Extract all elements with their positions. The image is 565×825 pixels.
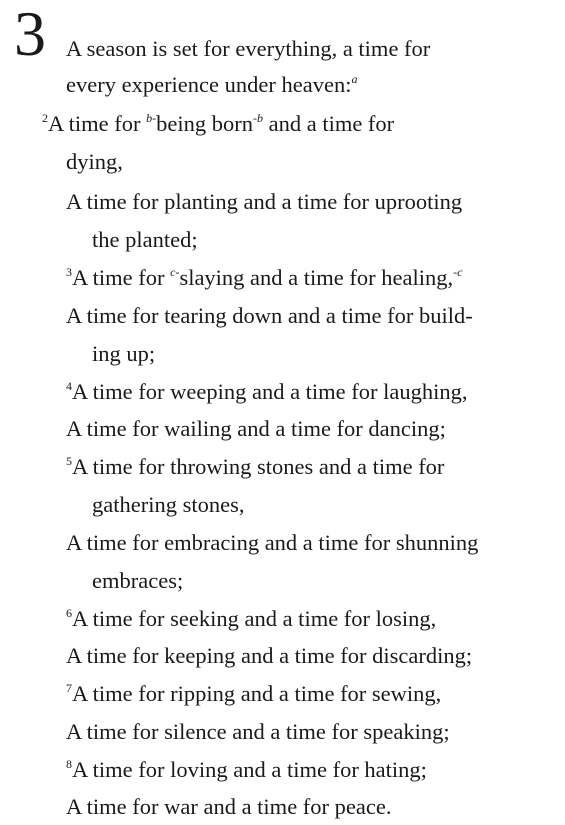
- verse-2-line-1: $^2$A time for $^{b-}$being born$^{-b}$ and a time for: [42, 111, 395, 136]
- verse-3-line-2: A time for tearing down and a time for build-: [66, 303, 473, 328]
- verse-8-line-1: $^8$A time for loving and a time for hating;: [66, 757, 427, 782]
- verse-number-3: 3: [66, 265, 72, 279]
- verse-number-5: 5: [66, 454, 72, 468]
- footnote-marker-c-start: c-: [170, 265, 180, 279]
- verse-number-6: 6: [66, 606, 72, 620]
- verse-5-line-2: gathering stones,: [92, 492, 245, 517]
- verse-5-line-4: embraces;: [92, 568, 184, 593]
- verse-2-line-4: the planted;: [92, 227, 198, 252]
- footnote-marker-a: a: [351, 72, 358, 86]
- verse-number-7: 7: [66, 681, 72, 695]
- footnote-marker-c-end: -c: [453, 265, 463, 279]
- verse-2-line-3: A time for planting and a time for uprooting: [66, 189, 463, 214]
- verse-2-line-2: dying,: [66, 149, 123, 174]
- footnote-marker-b-start: b-: [146, 111, 157, 125]
- verse-8-line-2: A time for war and a time for peace.: [66, 794, 392, 819]
- verse-4-line-1: $^4$A time for weeping and a time for laughing,: [66, 379, 468, 404]
- footnote-marker-b-end: -b: [252, 111, 263, 125]
- verse-6-line-2: A time for keeping and a time for discarding;: [66, 643, 473, 668]
- verse-5-line-3: A time for embracing and a time for shunning: [66, 530, 479, 555]
- verse-number-2: 2: [42, 111, 48, 125]
- verse-1-line-1: A season is set for everything, a time for: [66, 36, 431, 61]
- chapter-number: 3: [14, 0, 46, 69]
- verse-number-8: 8: [66, 757, 72, 771]
- verse-number-4: 4: [66, 379, 72, 393]
- verse-6-line-1: $^6$A time for seeking and a time for losing,: [66, 606, 437, 631]
- verse-1-line-2: every experience under heaven:$^a$: [66, 72, 358, 97]
- verse-7-line-2: A time for silence and a time for speaking;: [66, 719, 450, 744]
- verse-4-line-2: A time for wailing and a time for dancing;: [66, 416, 446, 441]
- verse-5-line-1: $^5$A time for throwing stones and a time for: [66, 454, 445, 479]
- verse-3-line-1: $^3$A time for $^{c-}$slaying and a time for healing,$^{-c}$: [66, 265, 463, 290]
- verse-7-line-1: $^7$A time for ripping and a time for sewing,: [66, 681, 442, 706]
- verse-3-line-3: ing up;: [92, 341, 156, 366]
